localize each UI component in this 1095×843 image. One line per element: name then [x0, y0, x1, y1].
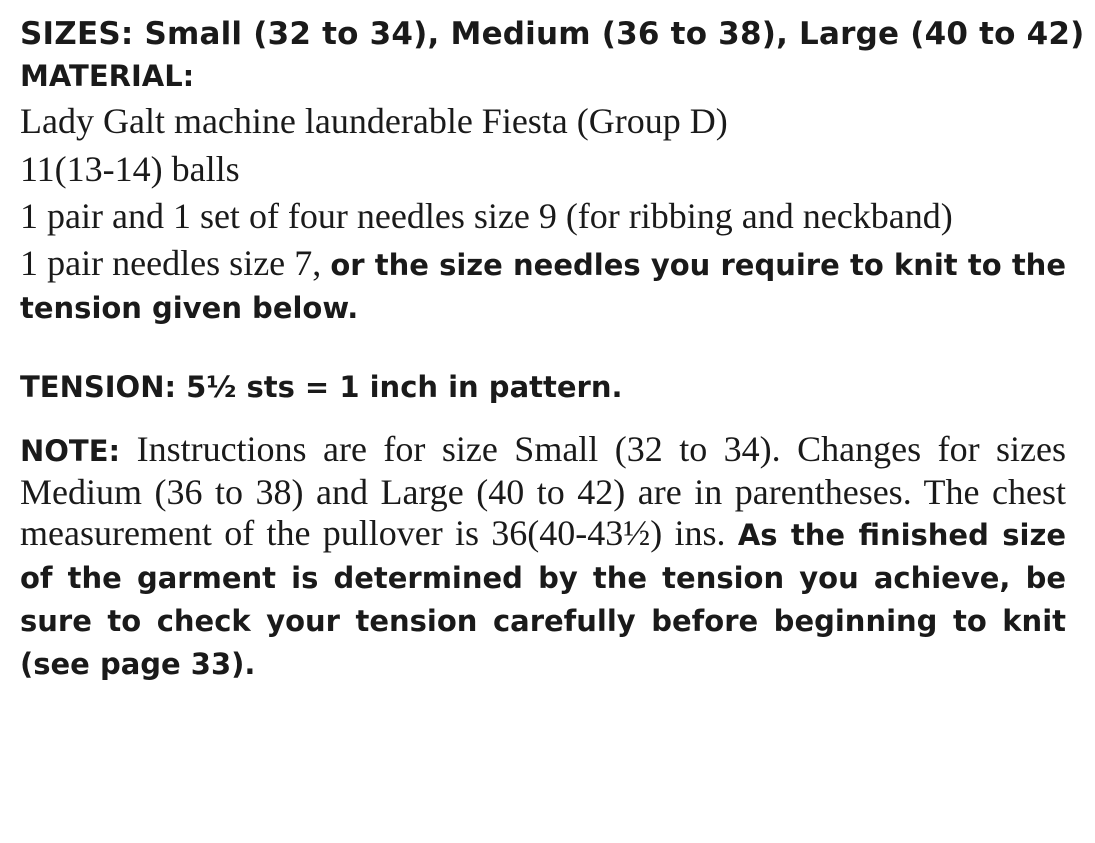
- note-label: NOTE:: [20, 434, 121, 468]
- material-balls: 11(13-14) balls: [20, 149, 240, 189]
- tension-text: 5½ sts = 1 inch in pattern.: [176, 370, 623, 404]
- needles-bold-text: or the size needles you require to knit to the tension given below.: [20, 248, 1066, 325]
- note-paragraph: [20, 429, 1066, 685]
- material-heading: MATERIAL:: [20, 59, 195, 93]
- material-yarn: Lady Galt machine launderable Fiesta (Group D): [20, 101, 728, 141]
- sizes-text: Small (32 to 34), Medium (36 to 38), Large (40 to 42): [133, 16, 1085, 52]
- note-bold-text: As the finished size of the garment is determined by the tension you achieve, be sure to check your tension carefully before beginning to knit (see page 33).: [20, 518, 1066, 681]
- knitting-pattern-page: [20, 12, 1085, 685]
- note-plain-text: Instructions are for size Small (32 to 34). Changes for sizes Medium (36 to 38) and Large (40 to 42) are in parentheses. The chest measurement of the pullover is 36(40-43½) ins.: [20, 429, 1066, 553]
- sizes-line: [20, 12, 1085, 56]
- tension-line: [20, 367, 1066, 407]
- material-needles-secondary: [20, 243, 1066, 329]
- needles-plain-text: 1 pair needles size 7,: [20, 243, 331, 283]
- tension-label: TENSION:: [20, 370, 177, 404]
- sizes-label: SIZES:: [20, 16, 134, 52]
- material-needles-main: 1 pair and 1 set of four needles size 9 (for ribbing and neckband): [20, 196, 953, 236]
